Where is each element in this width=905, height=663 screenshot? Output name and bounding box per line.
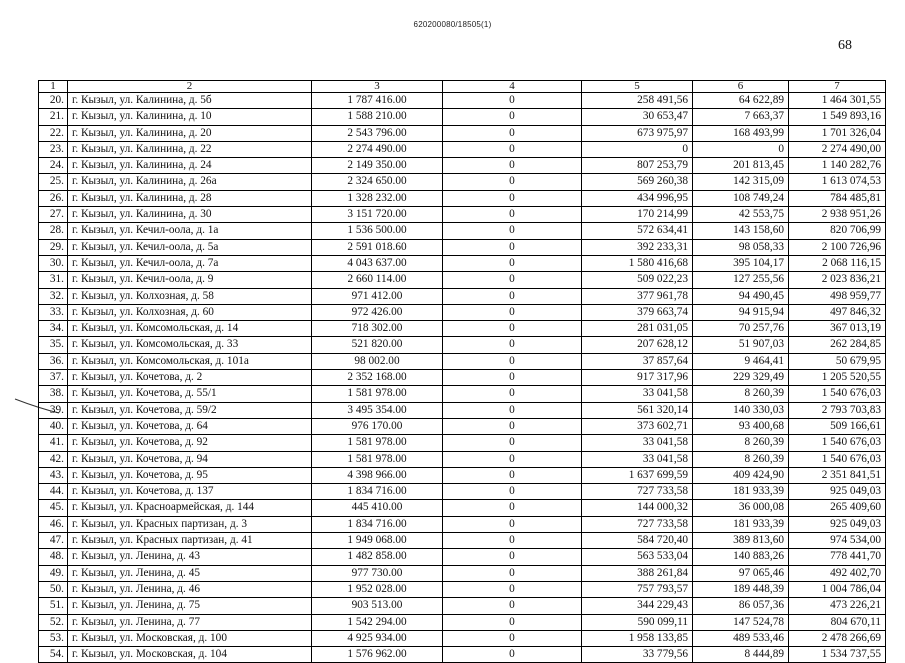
row-number-cell: 47.: [39, 533, 68, 549]
address-cell: г. Кызыл, ул. Кочетова, д. 94: [68, 451, 312, 467]
col6-value-cell: 97 065,46: [693, 565, 789, 581]
col3-value-cell: 1 834 716.00: [312, 516, 443, 532]
column-header-2: 2: [68, 81, 312, 93]
address-cell: г. Кызыл, ул. Кочетова, д. 137: [68, 484, 312, 500]
col5-value-cell: 569 260,38: [582, 174, 693, 190]
address-cell: г. Кызыл, ул. Московская, д. 104: [68, 647, 312, 663]
col6-value-cell: 7 663,37: [693, 109, 789, 125]
table-row: [39, 614, 886, 630]
address-cell: г. Кызыл, ул. Кочетова, д. 55/1: [68, 386, 312, 402]
table-row: [39, 484, 886, 500]
col6-value-cell: 51 907,03: [693, 337, 789, 353]
col4-value-cell: 0: [443, 255, 582, 271]
col4-value-cell: 0: [443, 565, 582, 581]
col4-value-cell: 0: [443, 549, 582, 565]
table-row: [39, 337, 886, 353]
col4-value-cell: 0: [443, 516, 582, 532]
col7-value-cell: 1 701 326,04: [789, 125, 886, 141]
col7-value-cell: 2 023 836,21: [789, 272, 886, 288]
col6-value-cell: 389 813,60: [693, 533, 789, 549]
row-number-cell: 32.: [39, 288, 68, 304]
col5-value-cell: 258 491,56: [582, 93, 693, 109]
col3-value-cell: 3 151 720.00: [312, 207, 443, 223]
row-number-cell: 31.: [39, 272, 68, 288]
table-row: [39, 402, 886, 418]
table-row: [39, 647, 886, 663]
col3-value-cell: 4 398 966.00: [312, 467, 443, 483]
col7-value-cell: 2 793 703,83: [789, 402, 886, 418]
col5-value-cell: 757 793,57: [582, 581, 693, 597]
col6-value-cell: 36 000,08: [693, 500, 789, 516]
row-number-cell: 46.: [39, 516, 68, 532]
col4-value-cell: 0: [443, 370, 582, 386]
col6-value-cell: 489 533,46: [693, 630, 789, 646]
row-number-cell: 33.: [39, 304, 68, 320]
col6-value-cell: 395 104,17: [693, 255, 789, 271]
col3-value-cell: 1 542 294.00: [312, 614, 443, 630]
table-row: [39, 516, 886, 532]
row-number-cell: 44.: [39, 484, 68, 500]
row-number-cell: 45.: [39, 500, 68, 516]
col6-value-cell: 70 257,76: [693, 321, 789, 337]
col4-value-cell: 0: [443, 647, 582, 663]
table-row: [39, 386, 886, 402]
table-row: [39, 598, 886, 614]
col7-value-cell: 2 274 490,00: [789, 141, 886, 157]
col4-value-cell: 0: [443, 109, 582, 125]
col5-value-cell: 388 261,84: [582, 565, 693, 581]
col4-value-cell: 0: [443, 174, 582, 190]
table-row: [39, 288, 886, 304]
row-number-cell: 30.: [39, 255, 68, 271]
row-number-cell: 42.: [39, 451, 68, 467]
col7-value-cell: 2 938 951,26: [789, 207, 886, 223]
row-number-cell: 53.: [39, 630, 68, 646]
col3-value-cell: 903 513.00: [312, 598, 443, 614]
col6-value-cell: 94 490,45: [693, 288, 789, 304]
col3-value-cell: 521 820.00: [312, 337, 443, 353]
row-number-cell: 27.: [39, 207, 68, 223]
row-number-cell: 51.: [39, 598, 68, 614]
col5-value-cell: 561 320,14: [582, 402, 693, 418]
row-number-cell: 41.: [39, 435, 68, 451]
col6-value-cell: 64 622,89: [693, 93, 789, 109]
address-cell: г. Кызыл, ул. Комсомольская, д. 33: [68, 337, 312, 353]
col3-value-cell: 2 274 490.00: [312, 141, 443, 157]
table-row: [39, 451, 886, 467]
col7-value-cell: 1 613 074,53: [789, 174, 886, 190]
address-cell: г. Кызыл, ул. Калинина, д. 30: [68, 207, 312, 223]
col4-value-cell: 0: [443, 321, 582, 337]
table-row: [39, 565, 886, 581]
col7-value-cell: 1 540 676,03: [789, 451, 886, 467]
row-number-cell: 34.: [39, 321, 68, 337]
col6-value-cell: 143 158,60: [693, 223, 789, 239]
col4-value-cell: 0: [443, 288, 582, 304]
address-cell: г. Кызыл, ул. Калинина, д. 22: [68, 141, 312, 157]
col3-value-cell: 1 834 716.00: [312, 484, 443, 500]
col5-value-cell: 392 233,31: [582, 239, 693, 255]
col3-value-cell: 98 002.00: [312, 353, 443, 369]
col4-value-cell: 0: [443, 451, 582, 467]
col4-value-cell: 0: [443, 467, 582, 483]
table-row: [39, 630, 886, 646]
address-cell: г. Кызыл, ул. Кочетова, д. 59/2: [68, 402, 312, 418]
col3-value-cell: 2 324 650.00: [312, 174, 443, 190]
table-row: [39, 255, 886, 271]
col6-value-cell: 86 057,36: [693, 598, 789, 614]
row-number-cell: 36.: [39, 353, 68, 369]
col3-value-cell: 2 352 168.00: [312, 370, 443, 386]
address-cell: г. Кызыл, ул. Ленина, д. 46: [68, 581, 312, 597]
col7-value-cell: 367 013,19: [789, 321, 886, 337]
col6-value-cell: 181 933,39: [693, 516, 789, 532]
address-cell: г. Кызыл, ул. Ленина, д. 77: [68, 614, 312, 630]
col7-value-cell: 2 068 116,15: [789, 255, 886, 271]
address-cell: г. Кызыл, ул. Кочетова, д. 64: [68, 418, 312, 434]
col4-value-cell: 0: [443, 630, 582, 646]
col5-value-cell: 673 975,97: [582, 125, 693, 141]
col5-value-cell: 33 041,58: [582, 451, 693, 467]
address-cell: г. Кызыл, ул. Красных партизан, д. 41: [68, 533, 312, 549]
table-row: [39, 125, 886, 141]
col5-value-cell: 727 733,58: [582, 484, 693, 500]
col7-value-cell: 925 049,03: [789, 516, 886, 532]
address-cell: г. Кызыл, ул. Колхозная, д. 58: [68, 288, 312, 304]
col7-value-cell: 804 670,11: [789, 614, 886, 630]
col6-value-cell: 93 400,68: [693, 418, 789, 434]
col4-value-cell: 0: [443, 141, 582, 157]
col5-value-cell: 33 041,58: [582, 435, 693, 451]
col4-value-cell: 0: [443, 207, 582, 223]
col5-value-cell: 917 317,96: [582, 370, 693, 386]
address-cell: г. Кызыл, ул. Калинина, д. 10: [68, 109, 312, 125]
col7-value-cell: 784 485,81: [789, 190, 886, 206]
row-number-cell: 26.: [39, 190, 68, 206]
row-number-cell: 25.: [39, 174, 68, 190]
col4-value-cell: 0: [443, 386, 582, 402]
address-cell: г. Кызыл, ул. Ленина, д. 45: [68, 565, 312, 581]
address-cell: г. Кызыл, ул. Кочетова, д. 92: [68, 435, 312, 451]
col6-value-cell: 140 330,03: [693, 402, 789, 418]
col3-value-cell: 3 495 354.00: [312, 402, 443, 418]
col6-value-cell: 140 883,26: [693, 549, 789, 565]
table-row: [39, 109, 886, 125]
col7-value-cell: 2 351 841,51: [789, 467, 886, 483]
table-row: [39, 467, 886, 483]
col3-value-cell: 1 536 500.00: [312, 223, 443, 239]
address-cell: г. Кызыл, ул. Колхозная, д. 60: [68, 304, 312, 320]
col4-value-cell: 0: [443, 223, 582, 239]
col3-value-cell: 1 952 028.00: [312, 581, 443, 597]
col6-value-cell: 201 813,45: [693, 158, 789, 174]
col7-value-cell: 509 166,61: [789, 418, 886, 434]
col6-value-cell: 42 553,75: [693, 207, 789, 223]
table-row: [39, 304, 886, 320]
table-row: [39, 353, 886, 369]
col5-value-cell: 33 041,58: [582, 386, 693, 402]
table-row: [39, 500, 886, 516]
col7-value-cell: 265 409,60: [789, 500, 886, 516]
col3-value-cell: 1 581 978.00: [312, 435, 443, 451]
table-row: [39, 581, 886, 597]
col3-value-cell: 1 576 962.00: [312, 647, 443, 663]
address-cell: г. Кызыл, ул. Кечил-оола, д. 7а: [68, 255, 312, 271]
col6-value-cell: 98 058,33: [693, 239, 789, 255]
col3-value-cell: 1 787 416.00: [312, 93, 443, 109]
col7-value-cell: 1 549 893,16: [789, 109, 886, 125]
address-cell: г. Кызыл, ул. Калинина, д. 20: [68, 125, 312, 141]
col4-value-cell: 0: [443, 598, 582, 614]
col3-value-cell: 972 426.00: [312, 304, 443, 320]
col6-value-cell: 8 260,39: [693, 451, 789, 467]
col5-value-cell: 373 602,71: [582, 418, 693, 434]
col3-value-cell: 1 581 978.00: [312, 451, 443, 467]
table-row: [39, 370, 886, 386]
col4-value-cell: 0: [443, 533, 582, 549]
row-number-cell: 29.: [39, 239, 68, 255]
col5-value-cell: 144 000,32: [582, 500, 693, 516]
address-cell: г. Кызыл, ул. Кечил-оола, д. 5а: [68, 239, 312, 255]
table-row: [39, 239, 886, 255]
row-number-cell: 23.: [39, 141, 68, 157]
col5-value-cell: 0: [582, 141, 693, 157]
col6-value-cell: 229 329,49: [693, 370, 789, 386]
col4-value-cell: 0: [443, 435, 582, 451]
row-number-cell: 28.: [39, 223, 68, 239]
row-number-cell: 20.: [39, 93, 68, 109]
column-header-4: 4: [443, 81, 582, 93]
row-number-cell: 54.: [39, 647, 68, 663]
col7-value-cell: 2 478 266,69: [789, 630, 886, 646]
col5-value-cell: 207 628,12: [582, 337, 693, 353]
address-cell: г. Кызыл, ул. Кечил-оола, д. 1а: [68, 223, 312, 239]
row-number-cell: 39.: [39, 402, 68, 418]
row-number-cell: 21.: [39, 109, 68, 125]
col5-value-cell: 563 533,04: [582, 549, 693, 565]
col5-value-cell: 590 099,11: [582, 614, 693, 630]
col5-value-cell: 37 857,64: [582, 353, 693, 369]
col3-value-cell: 1 328 232.00: [312, 190, 443, 206]
col5-value-cell: 377 961,78: [582, 288, 693, 304]
row-number-cell: 35.: [39, 337, 68, 353]
row-number-cell: 22.: [39, 125, 68, 141]
col6-value-cell: 8 260,39: [693, 386, 789, 402]
address-cell: г. Кызыл, ул. Калинина, д. 28: [68, 190, 312, 206]
table-row: [39, 207, 886, 223]
address-cell: г. Кызыл, ул. Красноармейская, д. 144: [68, 500, 312, 516]
address-cell: г. Кызыл, ул. Кечил-оола, д. 9: [68, 272, 312, 288]
column-header-3: 3: [312, 81, 443, 93]
col7-value-cell: 1 540 676,03: [789, 386, 886, 402]
col3-value-cell: 2 149 350.00: [312, 158, 443, 174]
column-header-7: 7: [789, 81, 886, 93]
col4-value-cell: 0: [443, 125, 582, 141]
col5-value-cell: 509 022,23: [582, 272, 693, 288]
col3-value-cell: 976 170.00: [312, 418, 443, 434]
col7-value-cell: 820 706,99: [789, 223, 886, 239]
col6-value-cell: 9 464,41: [693, 353, 789, 369]
col7-value-cell: 778 441,70: [789, 549, 886, 565]
row-number-cell: 52.: [39, 614, 68, 630]
col6-value-cell: 108 749,24: [693, 190, 789, 206]
col4-value-cell: 0: [443, 484, 582, 500]
address-cell: г. Кызыл, ул. Московская, д. 100: [68, 630, 312, 646]
address-cell: г. Кызыл, ул. Комсомольская, д. 14: [68, 321, 312, 337]
col5-value-cell: 584 720,40: [582, 533, 693, 549]
col3-value-cell: 1 581 978.00: [312, 386, 443, 402]
col6-value-cell: 147 524,78: [693, 614, 789, 630]
row-number-cell: 50.: [39, 581, 68, 597]
address-cell: г. Кызыл, ул. Калинина, д. 5б: [68, 93, 312, 109]
col4-value-cell: 0: [443, 500, 582, 516]
col5-value-cell: 281 031,05: [582, 321, 693, 337]
address-cell: г. Кызыл, ул. Ленина, д. 75: [68, 598, 312, 614]
col4-value-cell: 0: [443, 353, 582, 369]
col5-value-cell: 727 733,58: [582, 516, 693, 532]
col5-value-cell: 1 637 699,59: [582, 467, 693, 483]
col5-value-cell: 1 958 133,85: [582, 630, 693, 646]
col4-value-cell: 0: [443, 93, 582, 109]
table-row: [39, 533, 886, 549]
col7-value-cell: 1 205 520,55: [789, 370, 886, 386]
col5-value-cell: 33 779,56: [582, 647, 693, 663]
col3-value-cell: 718 302.00: [312, 321, 443, 337]
document-code: 620200080/18505(1): [413, 20, 492, 29]
table-row: [39, 223, 886, 239]
col7-value-cell: 262 284,85: [789, 337, 886, 353]
col5-value-cell: 30 653,47: [582, 109, 693, 125]
col4-value-cell: 0: [443, 418, 582, 434]
address-cell: г. Кызыл, ул. Кочетова, д. 95: [68, 467, 312, 483]
address-cell: г. Кызыл, ул. Комсомольская, д. 101а: [68, 353, 312, 369]
col3-value-cell: 1 949 068.00: [312, 533, 443, 549]
table-row: [39, 321, 886, 337]
address-cell: г. Кызыл, ул. Ленина, д. 43: [68, 549, 312, 565]
col6-value-cell: 142 315,09: [693, 174, 789, 190]
col5-value-cell: 434 996,95: [582, 190, 693, 206]
col7-value-cell: 1 540 676,03: [789, 435, 886, 451]
col3-value-cell: 977 730.00: [312, 565, 443, 581]
col3-value-cell: 971 412.00: [312, 288, 443, 304]
col6-value-cell: 409 424,90: [693, 467, 789, 483]
col7-value-cell: 1 534 737,55: [789, 647, 886, 663]
col6-value-cell: 8 444,89: [693, 647, 789, 663]
row-number-cell: 40.: [39, 418, 68, 434]
table-row: [39, 272, 886, 288]
table-row: [39, 93, 886, 109]
col6-value-cell: 0: [693, 141, 789, 157]
col7-value-cell: 925 049,03: [789, 484, 886, 500]
col3-value-cell: 2 591 018.60: [312, 239, 443, 255]
col5-value-cell: 807 253,79: [582, 158, 693, 174]
address-cell: г. Кызыл, ул. Кочетова, д. 2: [68, 370, 312, 386]
col7-value-cell: 497 846,32: [789, 304, 886, 320]
row-number-cell: 48.: [39, 549, 68, 565]
table-row: [39, 141, 886, 157]
col5-value-cell: 1 580 416,68: [582, 255, 693, 271]
col7-value-cell: 2 100 726,96: [789, 239, 886, 255]
col4-value-cell: 0: [443, 190, 582, 206]
col7-value-cell: 1 140 282,76: [789, 158, 886, 174]
col6-value-cell: 94 915,94: [693, 304, 789, 320]
row-number-cell: 43.: [39, 467, 68, 483]
col5-value-cell: 379 663,74: [582, 304, 693, 320]
column-header-6: 6: [693, 81, 789, 93]
table-row: [39, 549, 886, 565]
col3-value-cell: 1 482 858.00: [312, 549, 443, 565]
col6-value-cell: 189 448,39: [693, 581, 789, 597]
row-number-cell: 24.: [39, 158, 68, 174]
table-row: [39, 174, 886, 190]
col3-value-cell: 445 410.00: [312, 500, 443, 516]
col3-value-cell: 4 043 637.00: [312, 255, 443, 271]
column-header-5: 5: [582, 81, 693, 93]
col7-value-cell: 50 679,95: [789, 353, 886, 369]
col3-value-cell: 2 543 796.00: [312, 125, 443, 141]
table-row: [39, 158, 886, 174]
col3-value-cell: 2 660 114.00: [312, 272, 443, 288]
col4-value-cell: 0: [443, 402, 582, 418]
col4-value-cell: 0: [443, 614, 582, 630]
column-number-row: [39, 81, 886, 93]
row-number-cell: 49.: [39, 565, 68, 581]
col4-value-cell: 0: [443, 158, 582, 174]
table-row: [39, 190, 886, 206]
col4-value-cell: 0: [443, 337, 582, 353]
col4-value-cell: 0: [443, 239, 582, 255]
col6-value-cell: 168 493,99: [693, 125, 789, 141]
col4-value-cell: 0: [443, 272, 582, 288]
col3-value-cell: 1 588 210.00: [312, 109, 443, 125]
col6-value-cell: 127 255,56: [693, 272, 789, 288]
table-row: [39, 435, 886, 451]
address-cell: г. Кызыл, ул. Калинина, д. 26а: [68, 174, 312, 190]
address-cell: г. Кызыл, ул. Красных партизан, д. 3: [68, 516, 312, 532]
col7-value-cell: 1 464 301,55: [789, 93, 886, 109]
property-register-table: [38, 80, 886, 663]
col7-value-cell: 1 004 786,04: [789, 581, 886, 597]
row-number-cell: 37.: [39, 370, 68, 386]
col6-value-cell: 8 260,39: [693, 435, 789, 451]
col6-value-cell: 181 933,39: [693, 484, 789, 500]
col3-value-cell: 4 925 934.00: [312, 630, 443, 646]
col5-value-cell: 572 634,41: [582, 223, 693, 239]
col7-value-cell: 974 534,00: [789, 533, 886, 549]
col7-value-cell: 492 402,70: [789, 565, 886, 581]
page-number: 68: [838, 38, 852, 53]
address-cell: г. Кызыл, ул. Калинина, д. 24: [68, 158, 312, 174]
col4-value-cell: 0: [443, 581, 582, 597]
col7-value-cell: 473 226,21: [789, 598, 886, 614]
col5-value-cell: 170 214,99: [582, 207, 693, 223]
col7-value-cell: 498 959,77: [789, 288, 886, 304]
row-number-cell: 38.: [39, 386, 68, 402]
column-header-1: 1: [39, 81, 68, 93]
col5-value-cell: 344 229,43: [582, 598, 693, 614]
col4-value-cell: 0: [443, 304, 582, 320]
table-row: [39, 418, 886, 434]
